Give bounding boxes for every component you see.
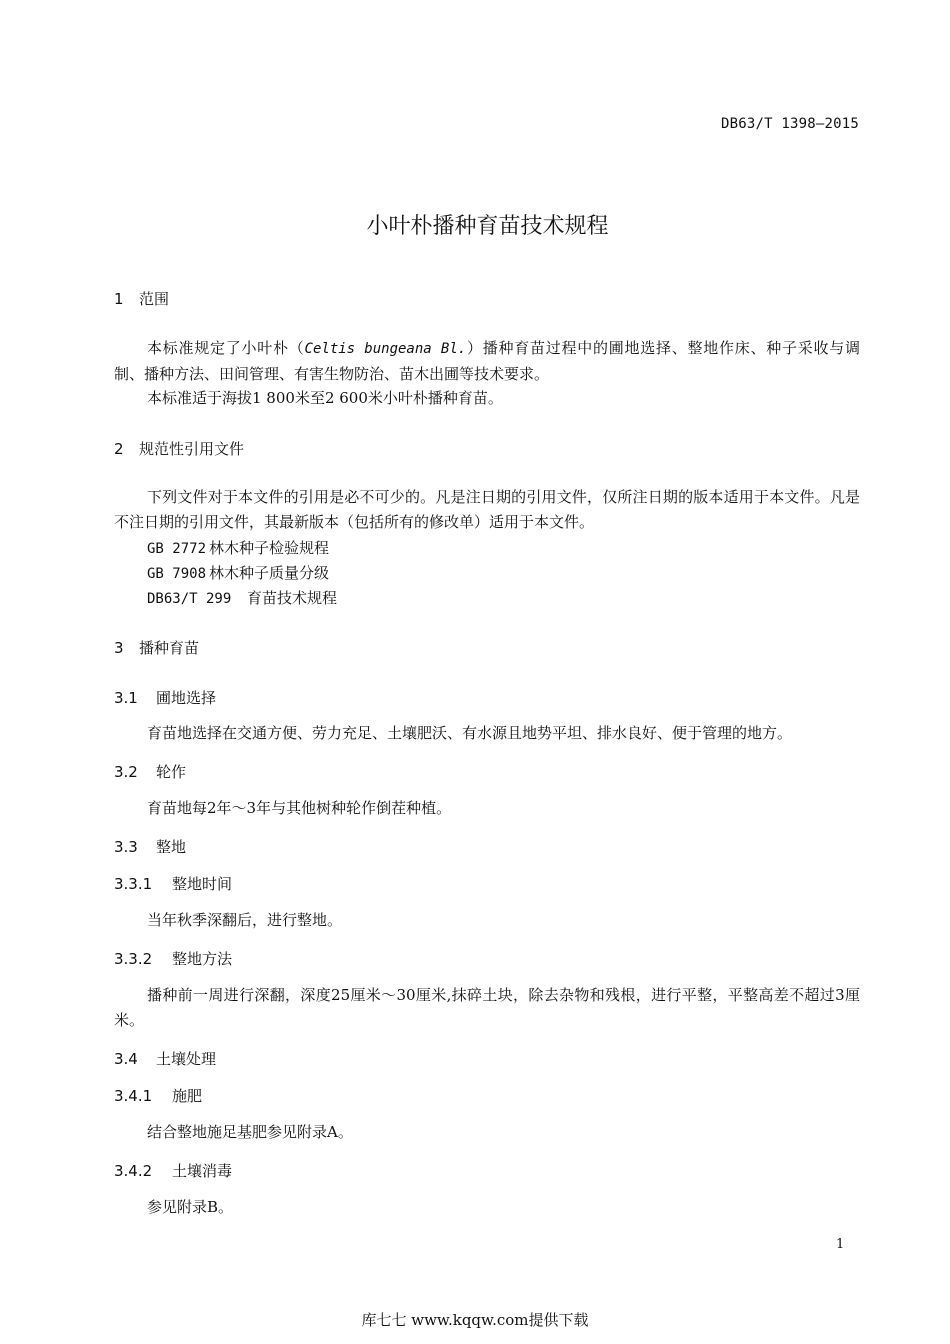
reference-title: 林木种子检验规程 <box>209 539 330 557</box>
reference-title: 育苗技术规程 <box>247 589 338 607</box>
section-title: 整地时间 <box>172 875 233 893</box>
section-title: 规范性引用文件 <box>139 440 245 458</box>
reference-title: 林木种子质量分级 <box>209 564 330 582</box>
section-number: 3.3 <box>114 838 138 856</box>
nursery-selection-paragraph: 育苗地选择在交通方便、劳力充足、土壤肥沃、有水源且地势平坦、排水良好、便于管理的地方。 <box>147 724 793 742</box>
section-3-2-heading <box>114 761 186 782</box>
section-title: 土壤消毒 <box>172 1162 233 1180</box>
section-title: 圃地选择 <box>156 689 217 707</box>
section-number: 3 <box>114 639 124 657</box>
reference-code: DB63/T 299 <box>147 591 232 607</box>
section-title: 土壤处理 <box>156 1050 217 1068</box>
section-number: 3.4.1 <box>114 1087 153 1105</box>
section-3-1-heading <box>114 687 216 708</box>
section-title: 范围 <box>139 290 170 308</box>
soil-disinfection-paragraph: 参见附录B。 <box>147 1198 234 1216</box>
section-number: 2 <box>114 440 124 458</box>
preparation-method-paragraph: 播种前一周进行深翻，深度25厘米～30厘米,抹碎土块，除去杂物和残根，进行平整，平整高差不超过3厘米。 <box>114 986 860 1029</box>
scope-paragraph-1 <box>114 336 860 386</box>
section-title: 整地方法 <box>172 950 233 968</box>
section-1-heading <box>114 288 169 309</box>
latin-name: Celtis bungeana Bl. <box>304 341 467 357</box>
section-3-3-1-heading <box>114 873 232 894</box>
section-number: 3.3.2 <box>114 950 153 968</box>
preparation-time-paragraph: 当年秋季深翻后，进行整地。 <box>147 911 343 929</box>
section-number: 3.3.1 <box>114 875 153 893</box>
section-number: 3.4 <box>114 1050 138 1068</box>
text-run: 本标准规定了小叶朴（ <box>147 339 305 357</box>
text-run: ）播种育苗过程中的圃地选择、整地作床、种子采收与调制、播种方法、田间管理、有害生物防治、苗木出圃等技术要求。 <box>114 339 860 383</box>
section-title: 播种育苗 <box>139 639 200 657</box>
section-3-heading <box>114 637 199 658</box>
section-3-4-heading <box>114 1048 216 1069</box>
section-3-4-2-heading <box>114 1160 232 1181</box>
reference-item <box>147 537 329 558</box>
reference-item <box>147 562 329 583</box>
section-title: 整地 <box>156 838 187 856</box>
rotation-paragraph: 育苗地每2年～3年与其他树种轮作倒茬种植。 <box>147 799 452 817</box>
document-title: 小叶朴播种育苗技术规程 <box>366 214 609 239</box>
section-number: 1 <box>114 290 124 308</box>
reference-code: GB 2772 <box>147 541 207 557</box>
section-3-3-heading <box>114 836 186 857</box>
scope-paragraph-2: 本标准适于海拔1 800米至2 600米小叶朴播种育苗。 <box>147 389 503 407</box>
standard-code: DB63/T 1398—2015 <box>720 116 859 132</box>
fertilization-paragraph: 结合整地施足基肥参见附录A。 <box>147 1123 353 1141</box>
section-number: 3.2 <box>114 763 138 781</box>
section-2-heading <box>114 438 244 459</box>
footer-watermark: 库七七 www.kqqw.com提供下载 <box>361 1311 589 1329</box>
section-3-3-2-heading <box>114 948 232 969</box>
normative-paragraph: 下列文件对于本文件的引用是必不可少的。凡是注日期的引用文件，仅所注日期的版本适用于本文件。凡是不注日期的引用文件，其最新版本（包括所有的修改单）适用于本文件。 <box>114 488 860 531</box>
section-title: 施肥 <box>172 1087 203 1105</box>
section-title: 轮作 <box>156 763 187 781</box>
section-number: 3.4.2 <box>114 1162 153 1180</box>
section-3-4-1-heading <box>114 1085 202 1106</box>
section-number: 3.1 <box>114 689 138 707</box>
reference-item <box>147 587 337 608</box>
page-number: 1 <box>836 1237 845 1252</box>
reference-code: GB 7908 <box>147 566 207 582</box>
